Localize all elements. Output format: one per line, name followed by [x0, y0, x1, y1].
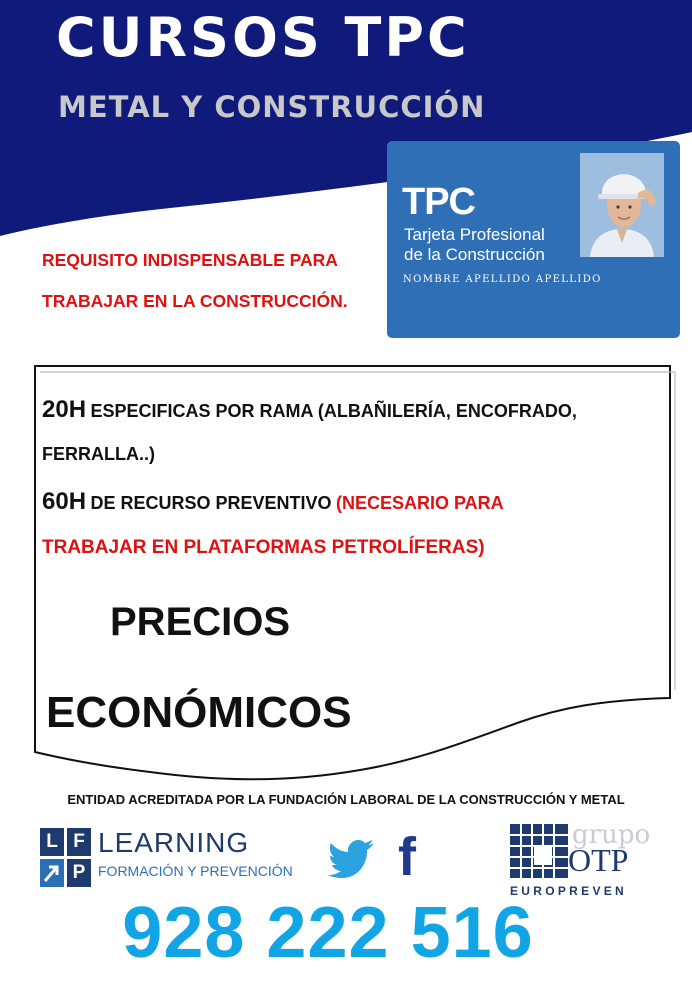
tpc-card-holder: NOMBRE APELLIDO APELLIDO	[403, 274, 602, 285]
social-links	[328, 827, 438, 890]
otp-grid-icon	[510, 824, 568, 878]
requirement-line-2: TRABAJAR EN LA CONSTRUCCIÓN.	[42, 291, 348, 311]
course-20h-hours: 20H	[42, 396, 87, 423]
tpc-card-logo: TPC	[402, 181, 475, 223]
requirement-line-1: REQUISITO INDISPENSABLE PARA	[42, 250, 338, 270]
course-60h-note-continuation: TRABAJAR EN PLATAFORMAS PETROLÍFERAS)	[42, 537, 485, 558]
course-20h-text: ESPECIFICAS POR RAMA (ALBAÑILERÍA, ENCOFRADO,	[90, 401, 577, 421]
course-60h-note: (NECESARIO PARA	[335, 493, 504, 513]
phone-number[interactable]: 928 222 516	[122, 893, 534, 973]
lf-learning-logo	[40, 827, 293, 894]
prices-heading-line-2: ECONÓMICOS	[46, 688, 352, 737]
course-20h-line	[42, 396, 577, 424]
course-60h-text: DE RECURSO PREVENTIVO	[90, 493, 332, 513]
course-20h-continuation: FERRALLA..)	[42, 444, 155, 464]
tpc-card-name-line-2: de la Construcción	[404, 245, 545, 264]
grupo-otp-logo	[508, 822, 678, 902]
tpc-card-name-line-1: Tarjeta Profesional	[404, 225, 545, 244]
course-60h-hours: 60H	[42, 488, 87, 515]
otp-logo-subname: EUROPREVEN	[510, 884, 628, 898]
lf-logo-tagline: FORMACIÓN Y PREVENCIÓN	[98, 863, 293, 879]
lf-logo-letter-l: L	[40, 828, 64, 856]
prices-heading-line-1: PRECIOS	[110, 600, 291, 644]
lf-logo-letter-f: F	[67, 828, 91, 856]
course-60h-line	[42, 488, 504, 516]
accreditation-text: ENTIDAD ACREDITADA POR LA FUNDACIÓN LABORAL DE LA CONSTRUCCIÓN Y METAL	[67, 792, 625, 807]
otp-logo-group: grupo	[572, 820, 651, 850]
otp-logo-name: OTP	[568, 842, 629, 878]
page-subtitle: METAL Y CONSTRUCCIÓN	[58, 90, 486, 124]
twitter-icon[interactable]	[328, 836, 376, 878]
lf-logo-name: LEARNING	[98, 827, 250, 858]
lf-logo-letter-p: P	[67, 859, 91, 887]
page-title: CURSOS TPC	[56, 6, 470, 69]
arrow-icon	[40, 859, 64, 887]
facebook-icon[interactable]: f	[398, 827, 416, 887]
